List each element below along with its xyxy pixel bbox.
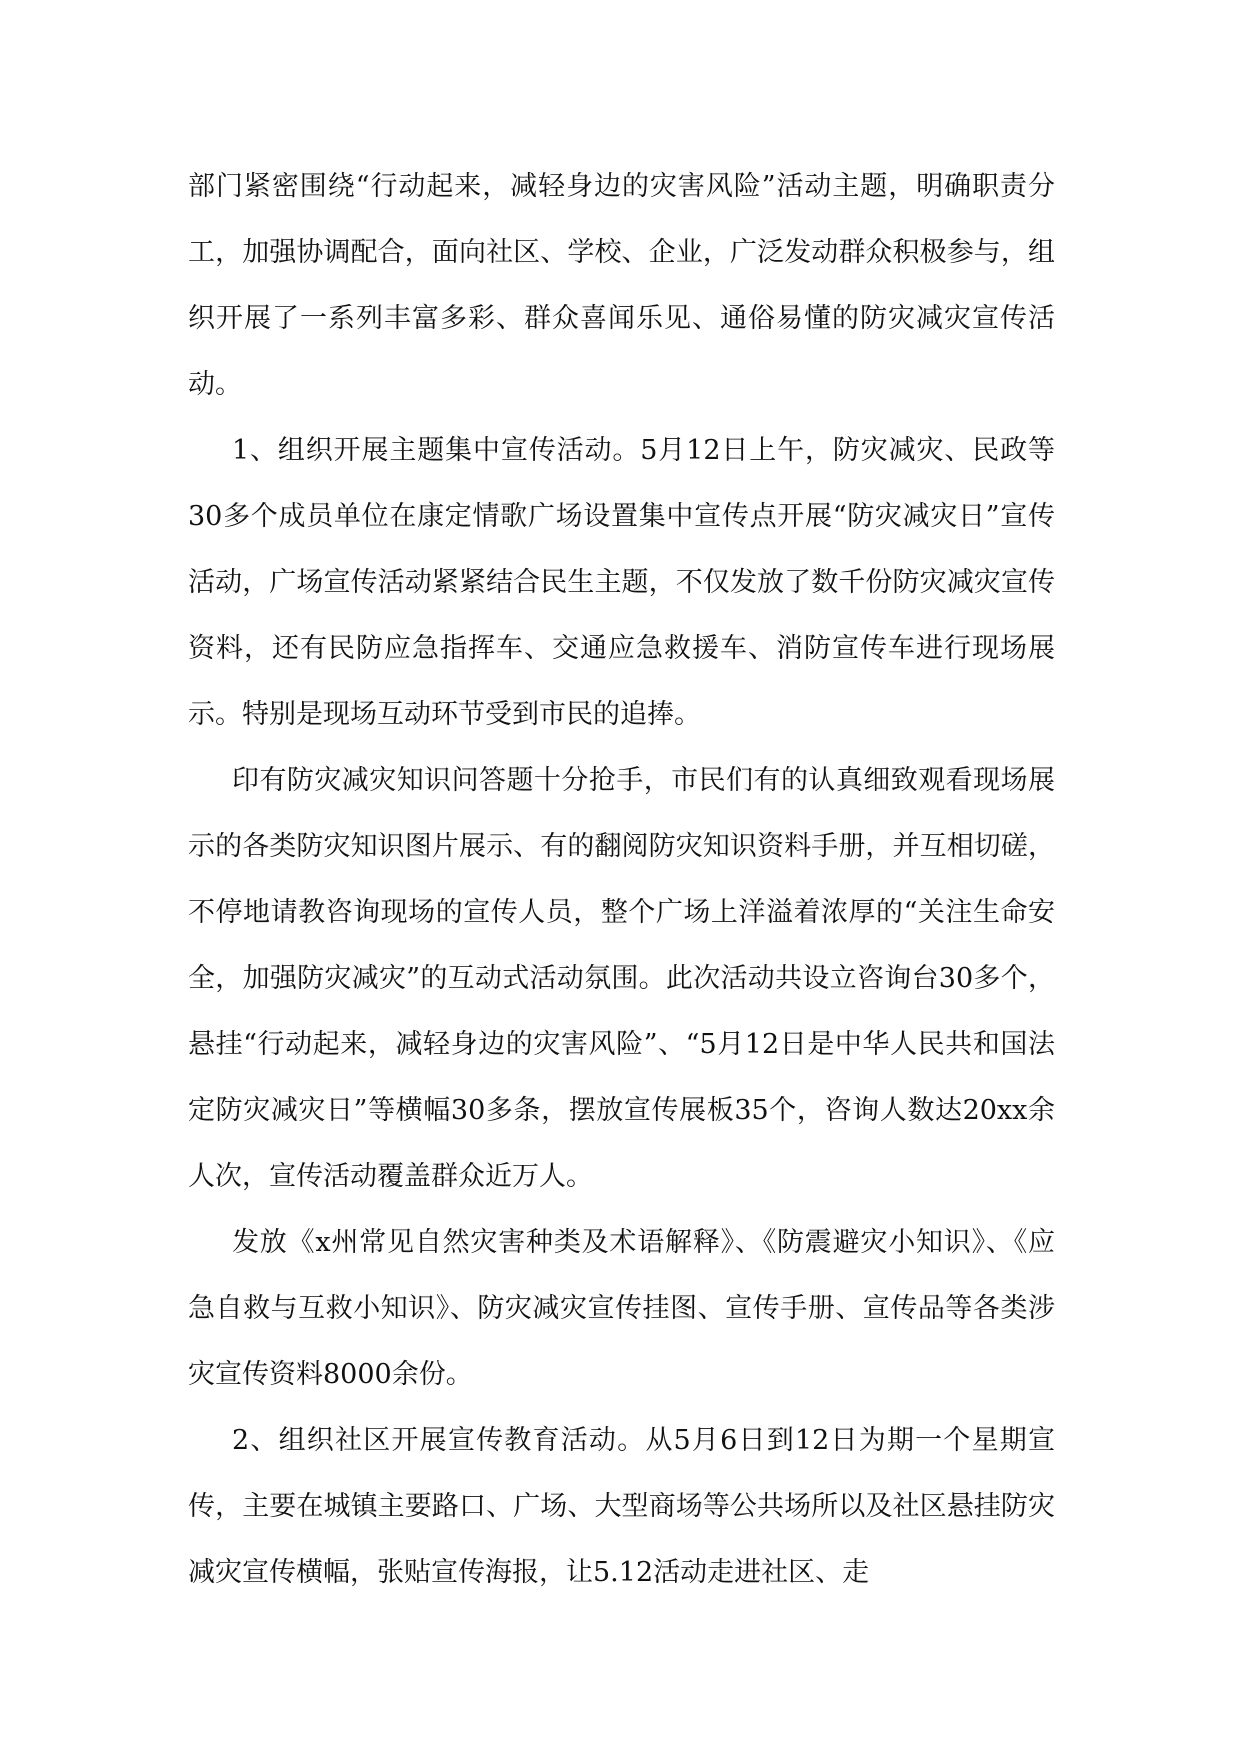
paragraph-1: 部门紧密围绕“行动起来，减轻身边的灾害风险”活动主题，明确职责分工，加强协调配合，面向社区、学校、企业，广泛发动群众积极参与，组织开展了一系列丰富多彩、群众喜闻乐见、通俗易懂的防灾减灾宣传活动。 bbox=[188, 171, 1055, 400]
paragraph-5: 2、组织社区开展宣传教育活动。从5月6日到12日为期一个星期宣传，主要在城镇主要路口、广场、大型商场等公共场所以及社区悬挂防灾减灾宣传横幅，张贴宣传海报，让5.12活动走进社区、走 bbox=[188, 1425, 1055, 1588]
paragraph-2: 1、组织开展主题集中宣传活动。5月12日上午，防灾减灾、民政等30多个成员单位在康定情歌广场设置集中宣传点开展“防灾减灾日”宣传活动，广场宣传活动紧紧结合民生主题，不仅发放了数千份防灾减灾宣传资料，还有民防应急指挥车、交通应急救援车、消防宣传车进行现场展示。特别是现场互动环节受到市民的追捧。 bbox=[188, 435, 1055, 730]
document-body bbox=[188, 154, 1055, 1606]
paragraph-3: 印有防灾减灾知识问答题十分抢手，市民们有的认真细致观看现场展示的各类防灾知识图片展示、有的翻阅防灾知识资料手册，并互相切磋，不停地请教咨询现场的宣传人员，整个广场上洋溢着浓厚的“关注生命安全，加强防灾减灾”的互动式活动氛围。此次活动共设立咨询台30多个，悬挂“行动起来，减轻身边的灾害风险”、“5月12日是中华人民共和国法定防灾减灾日”等横幅30多条，摆放宣传展板35个，咨询人数达20xx余人次，宣传活动覆盖群众近万人。 bbox=[188, 765, 1055, 1192]
paragraph-4: 发放《x州常见自然灾害种类及术语解释》、《防震避灾小知识》、《应急自救与互救小知识》、防灾减灾宣传挂图、宣传手册、宣传品等各类涉灾宣传资料8000余份。 bbox=[188, 1227, 1055, 1390]
